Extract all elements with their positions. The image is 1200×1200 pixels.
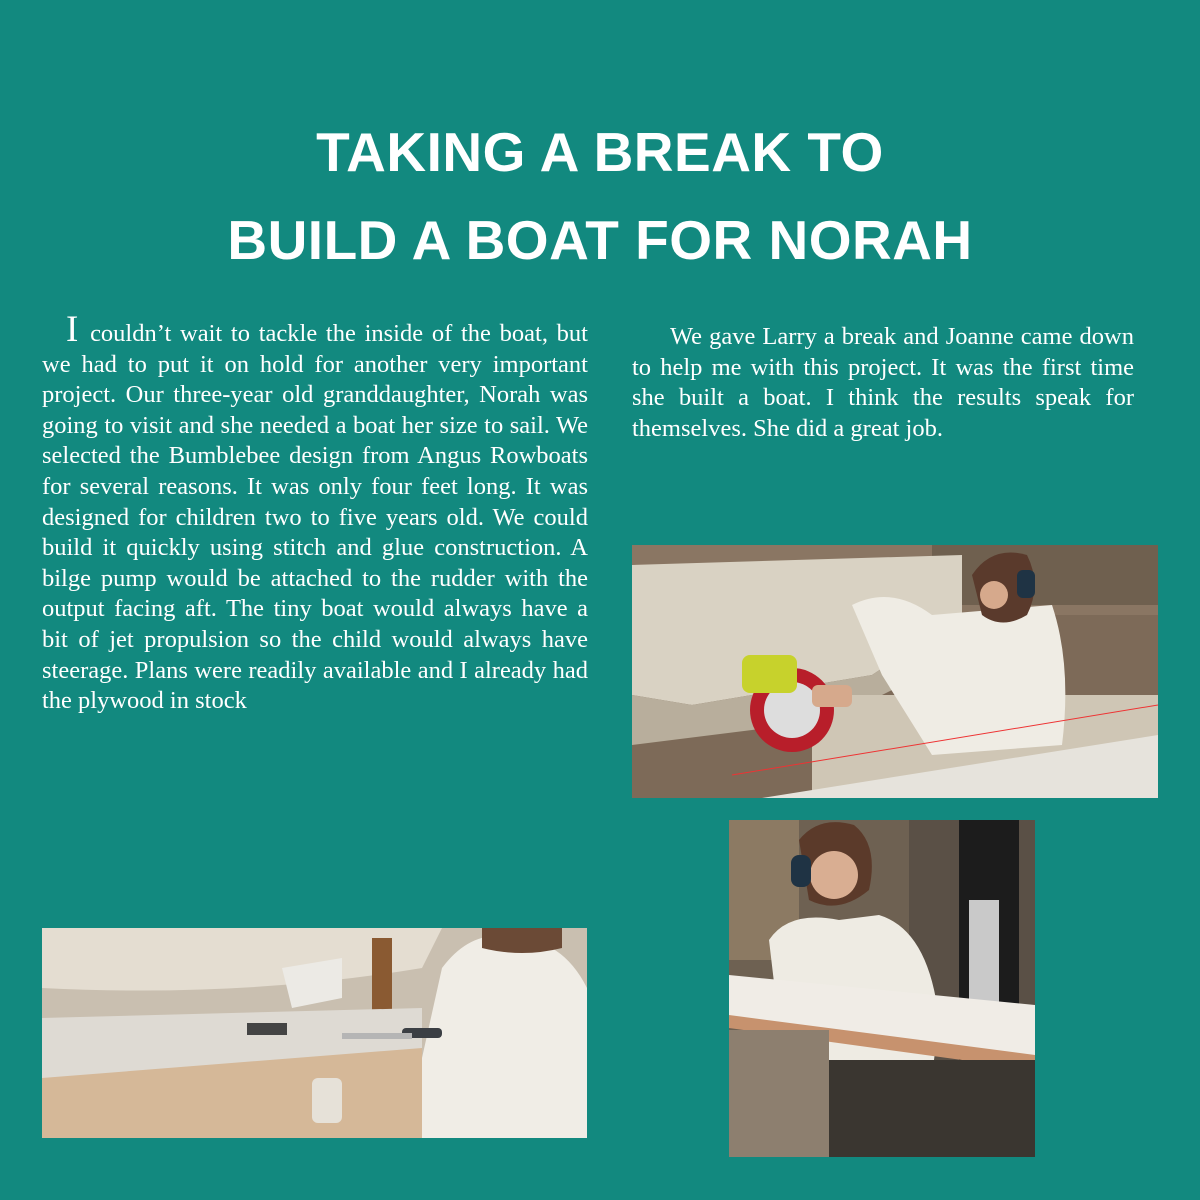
photo-band-saw — [729, 820, 1035, 1157]
photo-paint-roller — [42, 928, 587, 1138]
left-column-paragraph — [42, 311, 588, 717]
left-column-text: couldn’t wait to tackle the inside of the boat, but we had to put it on hold for another very important project. Our three-year old granddaughter, Norah was going to visit and she needed a boat her size to sail. We selected the Bumblebee design from Angus Rowboats for several reasons. It was only four feet long. It was designed for children two to five years old. We could build it quickly using stitch and glue construction. A bilge pump would be attached to the rudder with the output facing aft. The tiny boat would always have a bit of jet propulsion so the child would always have steerage. Plans were readily available and I already had the plywood in stock — [42, 320, 588, 715]
photo-circular-saw — [632, 545, 1158, 798]
title-line-2: BUILD A BOAT FOR NORAH — [227, 209, 973, 271]
drop-cap: I — [66, 309, 79, 350]
page-title — [0, 108, 1200, 284]
title-line-1: TAKING A BREAK TO — [316, 121, 884, 183]
photo-band-saw-graphic — [729, 820, 1035, 1157]
photo-paint-roller-graphic — [42, 928, 587, 1138]
photo-circular-saw-graphic — [632, 545, 1158, 798]
right-column-paragraph: We gave Larry a break and Joanne came down to help me with this project. It was the first time she built a boat. I think the results speak for themselves. She did a great job. — [632, 323, 1134, 442]
